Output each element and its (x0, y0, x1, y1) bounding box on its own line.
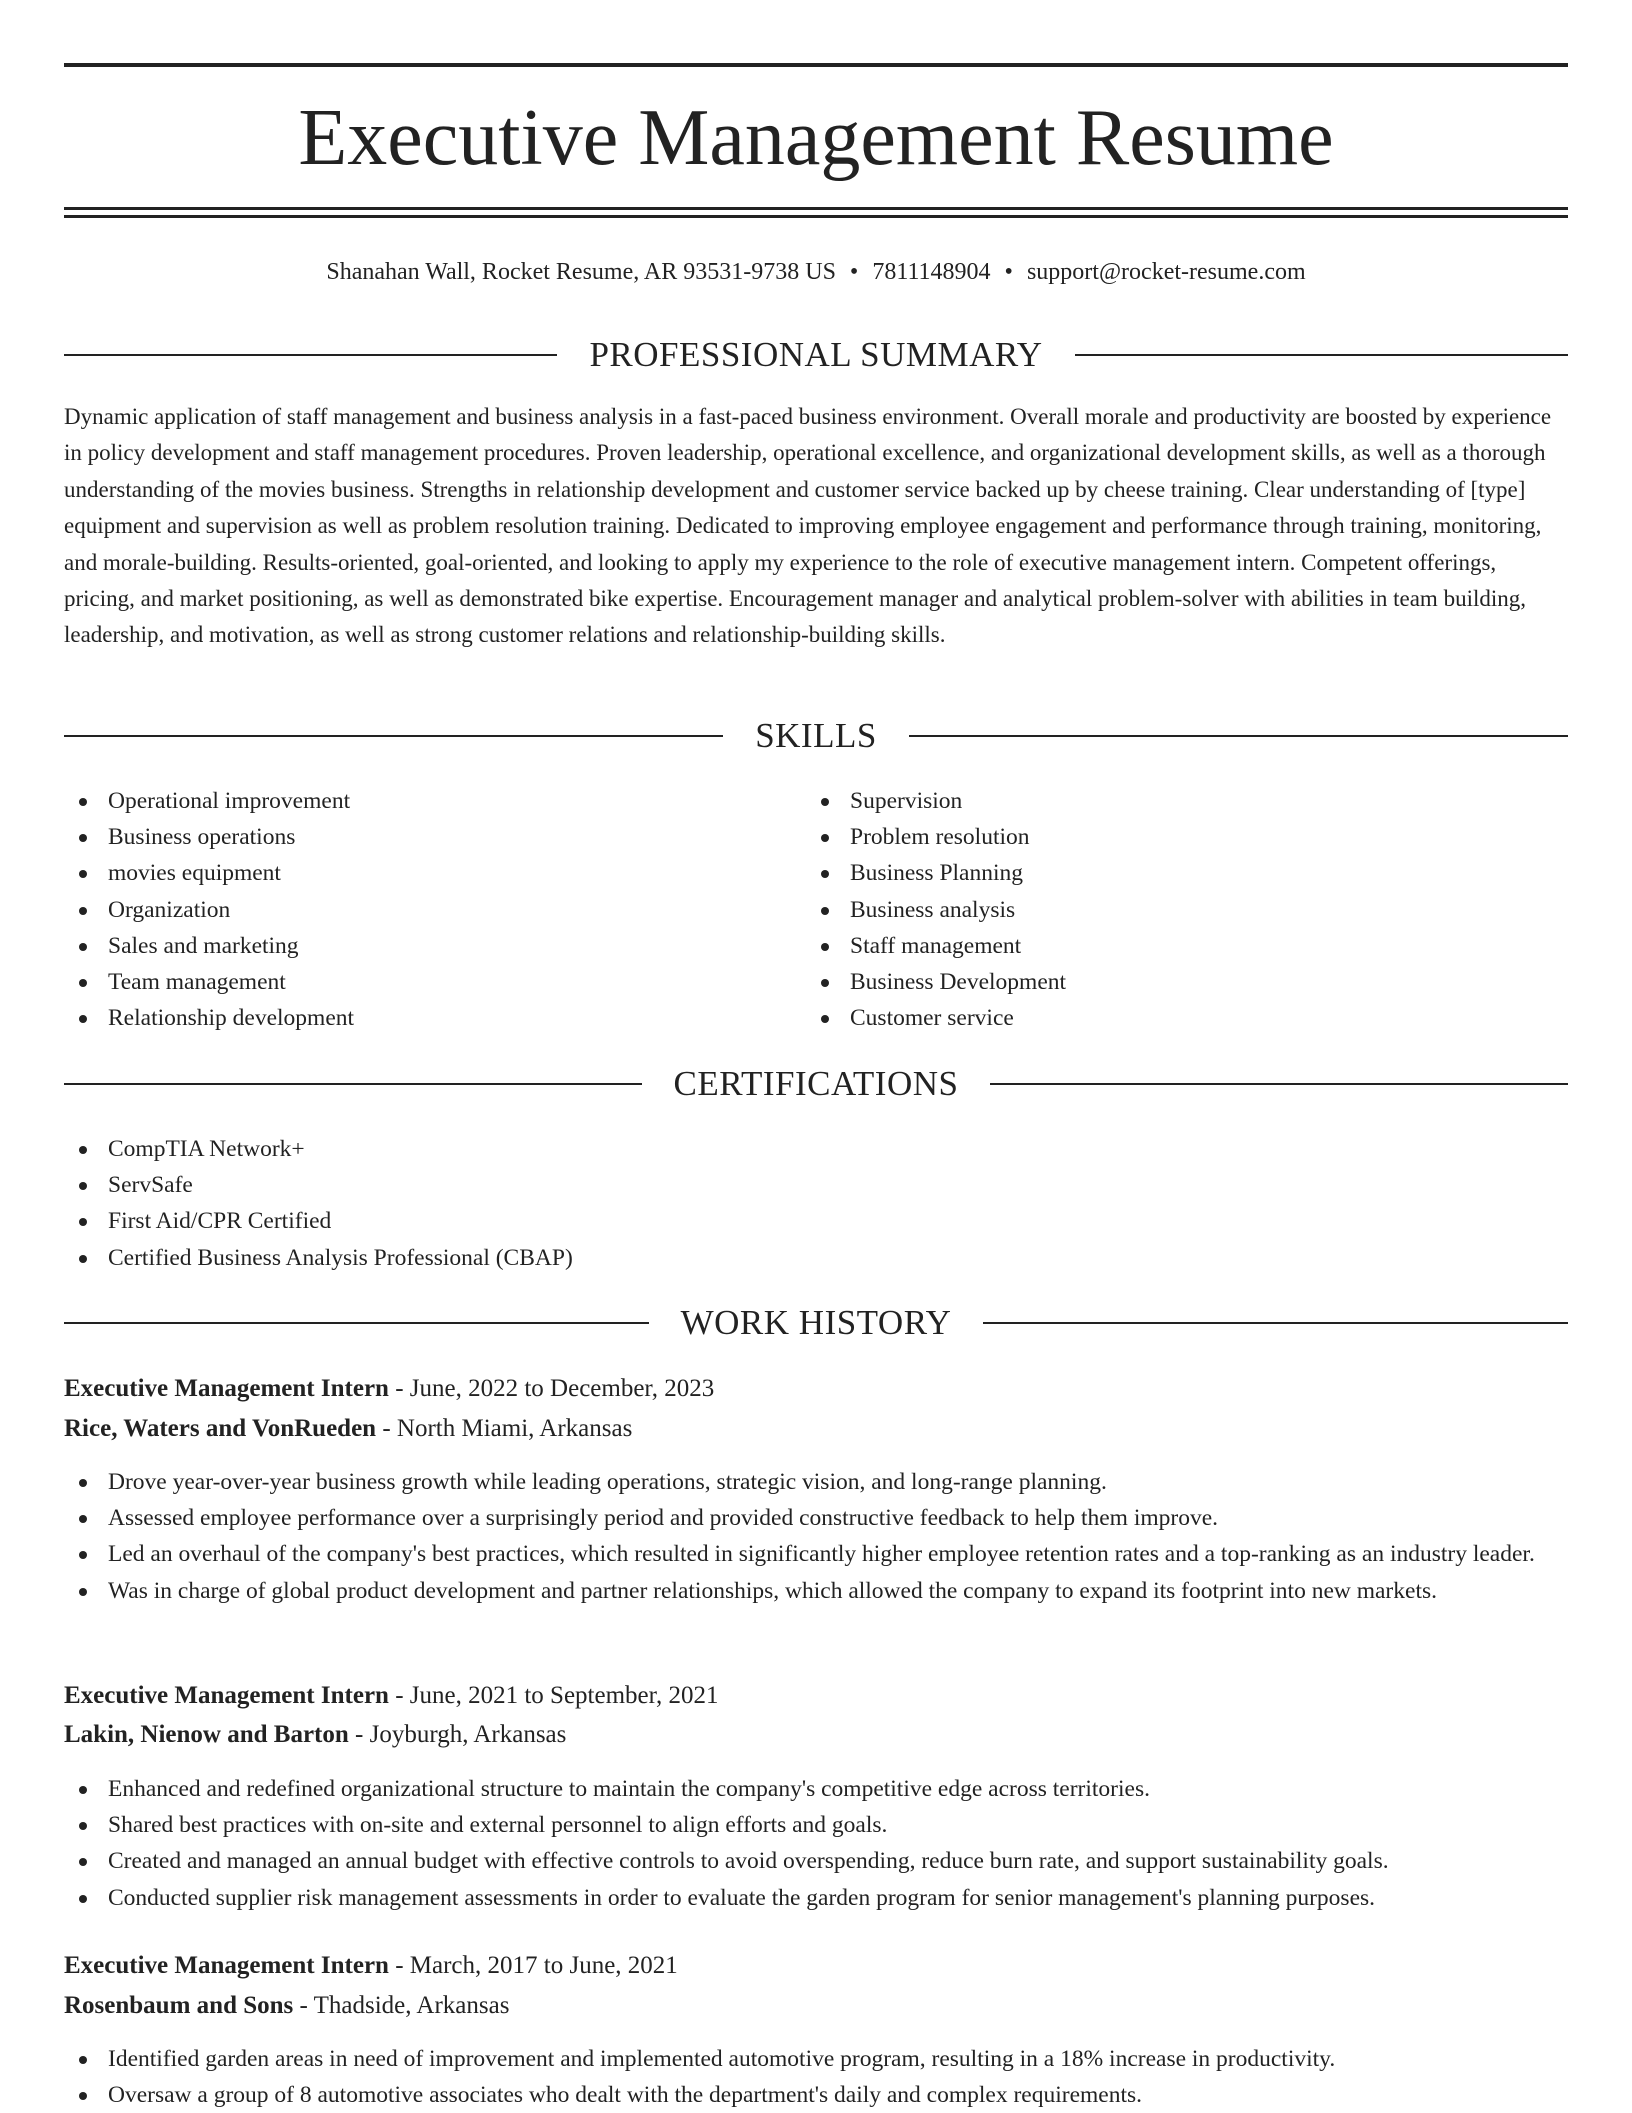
heading-rule (990, 1083, 1568, 1085)
summary-paragraph: Dynamic application of staff management and business analysis in a fast-paced business environment. Overall morale and productivity are boosted by experience in policy development and staff management procedures. Proven leadership, operational excellence, and organizational development skills, as well as a thorough understanding of the movies business. Strengths in relationship development and customer service backed up by cheese training. Clear understanding of [type] equipment and supervision as well as problem resolution training. Dedicated to improving employee engagement and performance through training, monitoring, and morale-building. Results-oriented, goal-oriented, and looking to apply my experience to the role of executive management intern. Competent offerings, pricing, and market positioning, as well as demonstrated bike expertise. Encouragement manager and analytical problem-solver with abilities in team building, leadership, and motivation, as well as strong customer relations and relationship-building skills. (64, 404, 1552, 648)
job-bullet: Assessed employee performance over a surprisingly period and provided constructive feedback to help them improve. (64, 1500, 1568, 1536)
skill-item: Organization (64, 892, 804, 928)
top-rule (64, 63, 1568, 67)
skill-item: Business Planning (806, 855, 1546, 891)
contact-line (64, 252, 1568, 292)
skill-item: Relationship development (64, 1000, 804, 1036)
skill-item: Business operations (64, 819, 804, 855)
skills-list-right (806, 783, 1546, 1036)
skill-item: Business analysis (806, 892, 1546, 928)
job-title-line (64, 1677, 1568, 1715)
skill-item: Customer service (806, 1000, 1546, 1036)
heading-rule (64, 1322, 649, 1324)
contact-separator: • (1004, 259, 1013, 285)
contact-address: Shanahan Wall, Rocket Resume, AR 93531-9738 US (326, 259, 836, 285)
job-dates: - June, 2021 to September, 2021 (388, 1682, 719, 1709)
job-bullets (64, 1464, 1568, 1609)
job-bullet: Identified garden areas in need of improvement and implemented automotive program, resulting in a 18% increase in productivity. (64, 2041, 1568, 2077)
section-heading-skills (64, 712, 1568, 760)
heading-rule (64, 735, 723, 737)
job-location: - Joyburgh, Arkansas (348, 1721, 567, 1748)
job-bullet: Enhanced and redefined organizational structure to maintain the company's competitive edge across territories. (64, 1771, 1568, 1807)
title-rule-lower (64, 215, 1568, 218)
job-dates: - March, 2017 to June, 2021 (388, 1952, 678, 1979)
job-company: Rosenbaum and Sons (64, 1992, 294, 2019)
contact-phone: 7811148904 (872, 259, 991, 285)
job-title-line (64, 1947, 1568, 1985)
job-bullet: Shared best practices with on-site and external personnel to align efforts and goals. (64, 1807, 1568, 1843)
job-company: Lakin, Nienow and Barton (64, 1721, 349, 1748)
job-title: Executive Management Intern (64, 1952, 389, 1979)
skills-list-left (64, 783, 804, 1036)
section-heading-certifications (64, 1060, 1568, 1108)
certification-item: Certified Business Analysis Professional (CBAP) (64, 1240, 1568, 1276)
certification-item: CompTIA Network+ (64, 1131, 1568, 1167)
skill-item: Business Development (806, 964, 1546, 1000)
job-title-line (64, 1370, 1568, 1408)
heading-rule (1075, 354, 1568, 356)
skill-item: Problem resolution (806, 819, 1546, 855)
job-company: Rice, Waters and VonRueden (64, 1415, 377, 1442)
resume-title: Executive Management Resume (298, 94, 1334, 182)
job-company-line (64, 1410, 1568, 1448)
certifications-list (64, 1131, 1568, 1276)
job-title: Executive Management Intern (64, 1375, 389, 1402)
title-rule-upper (64, 207, 1568, 210)
heading-rule (64, 1083, 642, 1085)
job-title: Executive Management Intern (64, 1682, 389, 1709)
skill-item: Operational improvement (64, 783, 804, 819)
section-heading-work-history (64, 1299, 1568, 1347)
job-bullet: Oversaw a group of 8 automotive associates who dealt with the department's daily and complex requirements. (64, 2077, 1568, 2113)
section-title: CERTIFICATIONS (673, 1064, 959, 1103)
job-bullets (64, 1771, 1568, 1916)
job-bullet: Created and managed an annual budget with effective controls to avoid overspending, reduce burn rate, and support sustainability goals. (64, 1843, 1568, 1879)
job-location: - North Miami, Arkansas (376, 1415, 633, 1442)
certification-item: ServSafe (64, 1167, 1568, 1203)
job-company-line (64, 1987, 1568, 2025)
certification-item: First Aid/CPR Certified (64, 1203, 1568, 1239)
contact-separator: • (849, 259, 859, 285)
job-bullets (64, 2041, 1568, 2113)
section-heading-summary (64, 331, 1568, 379)
job-company-line (64, 1716, 1568, 1754)
heading-rule (983, 1322, 1568, 1324)
section-title: PROFESSIONAL SUMMARY (589, 335, 1043, 374)
heading-rule (909, 735, 1568, 737)
contact-email: support@rocket-resume.com (1026, 259, 1306, 285)
job-bullet: Led an overhaul of the company's best practices, which resulted in significantly higher employee retention rates and a top-ranking as an industry leader. (64, 1536, 1568, 1572)
job-bullet: Drove year-over-year business growth while leading operations, strategic vision, and long-range planning. (64, 1464, 1568, 1500)
job-bullet: Conducted supplier risk management assessments in order to evaluate the garden program for senior management's planning purposes. (64, 1880, 1568, 1916)
skill-item: Staff management (806, 928, 1546, 964)
heading-rule (64, 354, 557, 356)
job-dates: - June, 2022 to December, 2023 (388, 1375, 715, 1402)
section-title: SKILLS (755, 716, 877, 755)
section-title: WORK HISTORY (680, 1303, 952, 1342)
skill-item: Team management (64, 964, 804, 1000)
job-location: - Thadside, Arkansas (293, 1992, 510, 2019)
skill-item: movies equipment (64, 855, 804, 891)
skill-item: Sales and marketing (64, 928, 804, 964)
job-bullet: Was in charge of global product development and partner relationships, which allowed the company to expand its footprint into new markets. (64, 1573, 1568, 1609)
skill-item: Supervision (806, 783, 1546, 819)
